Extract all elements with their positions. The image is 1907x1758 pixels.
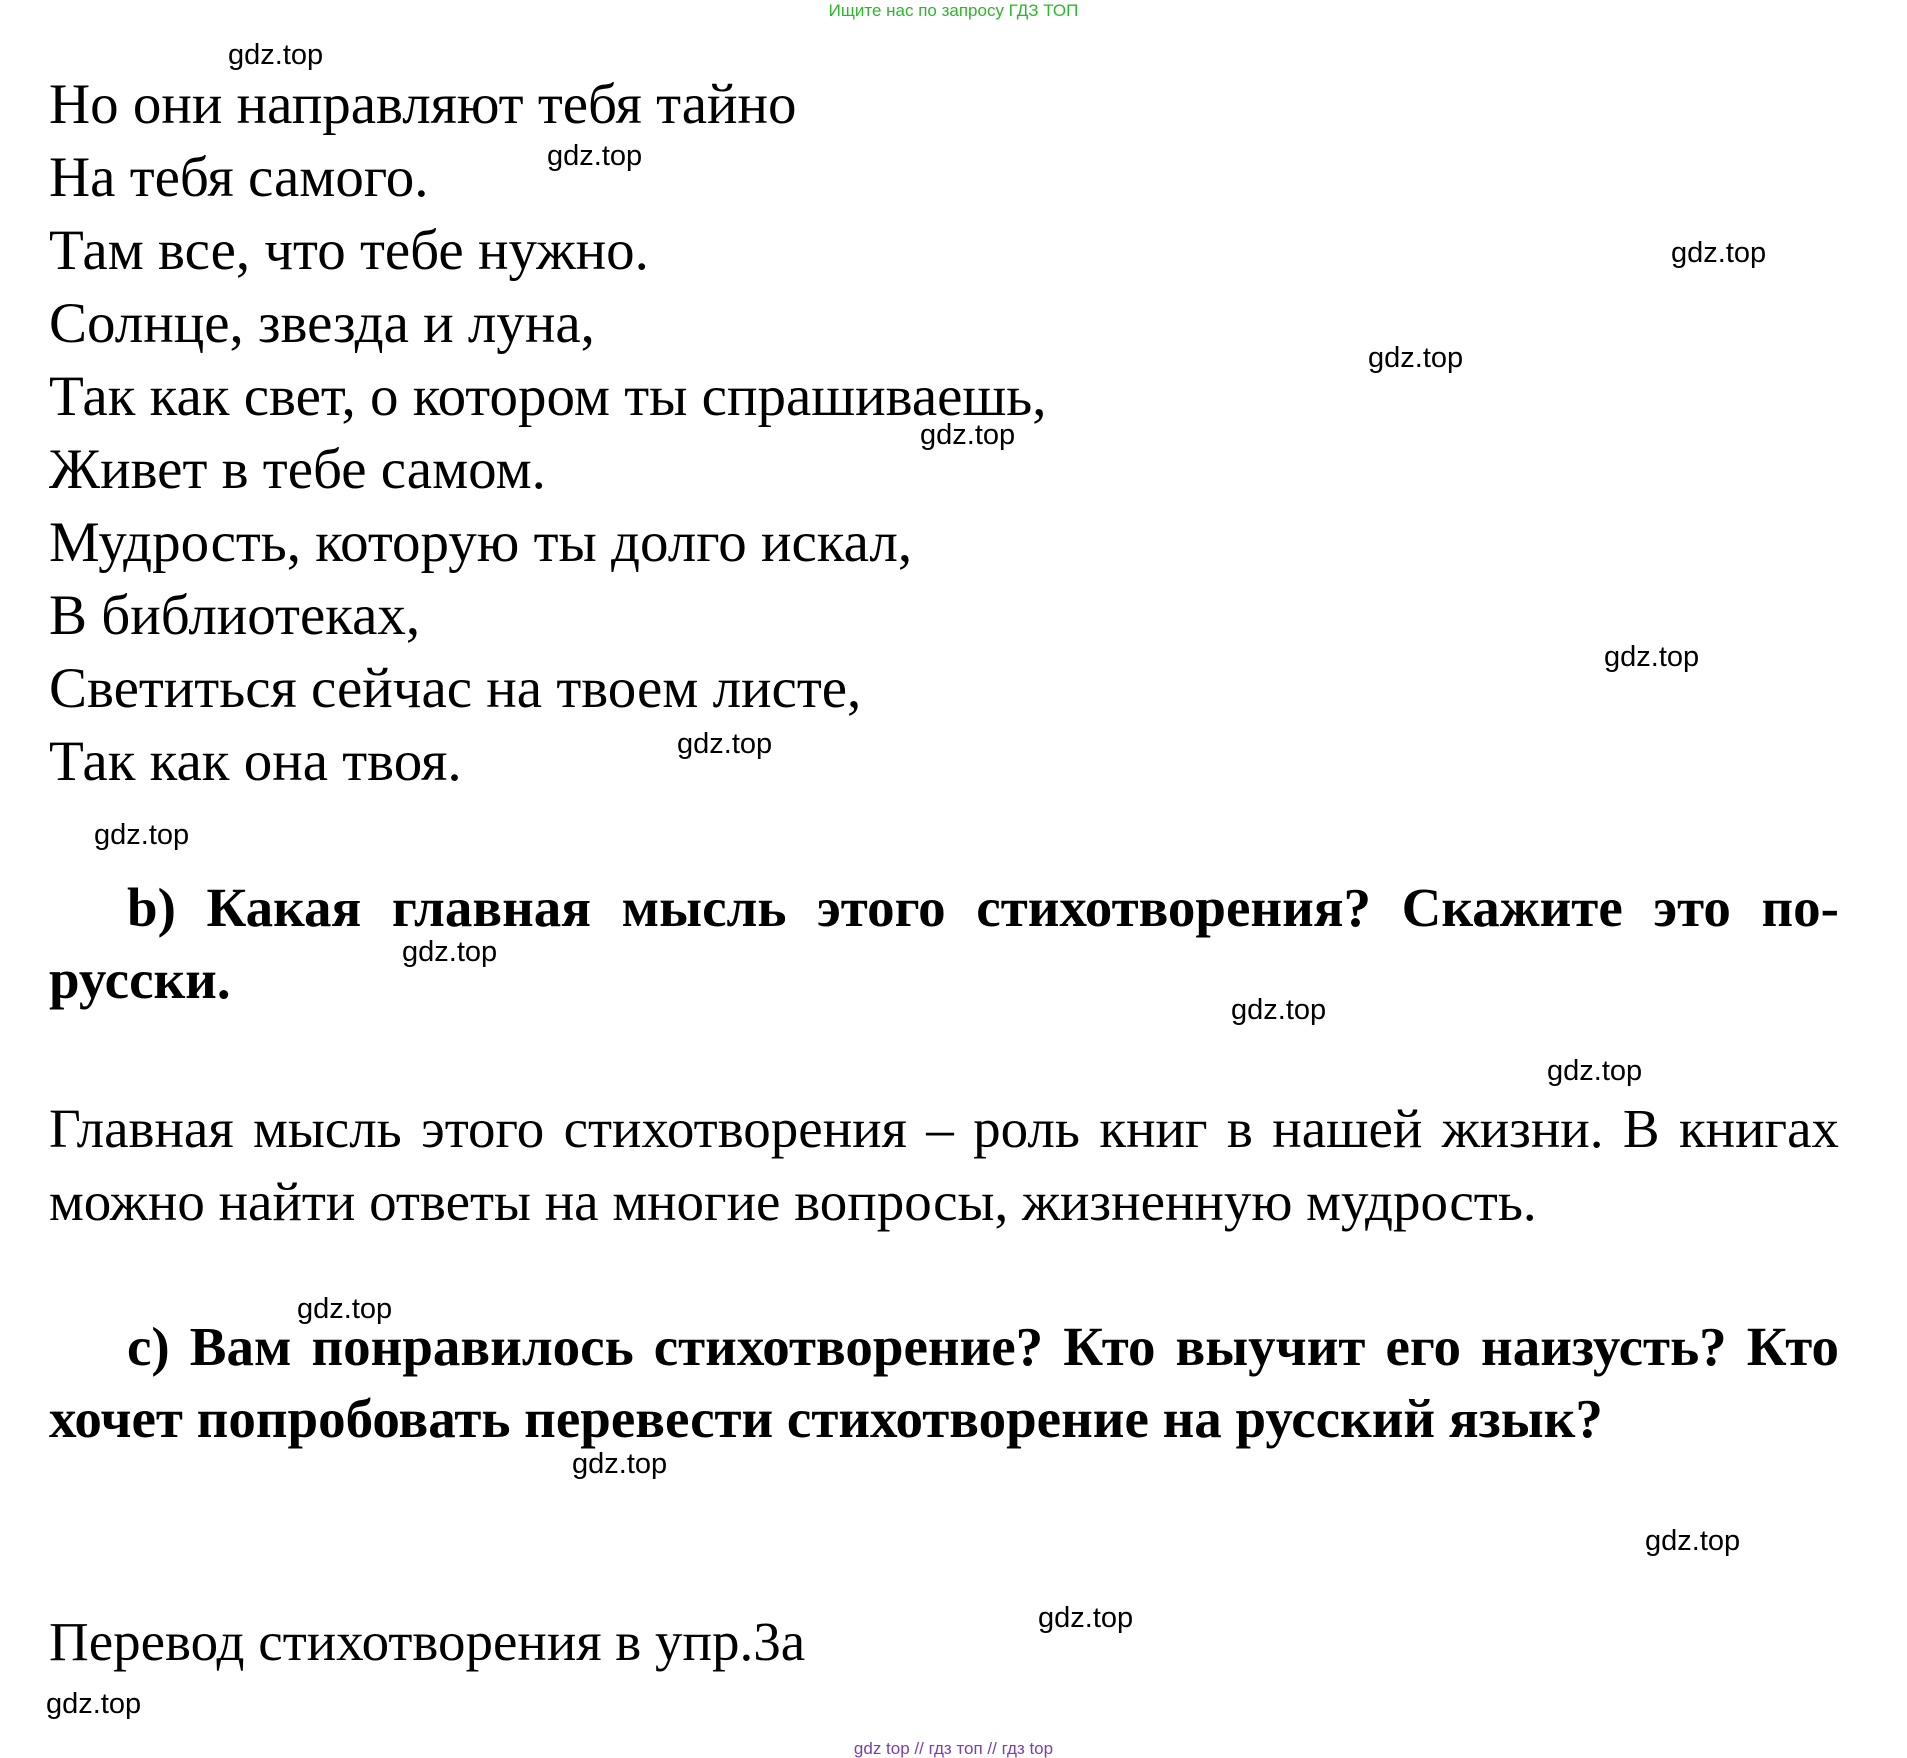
watermark: gdz.top (572, 1448, 668, 1480)
watermark: gdz.top (402, 936, 498, 968)
watermark: gdz.top (1645, 1525, 1741, 1557)
watermark: gdz.top (1604, 641, 1700, 673)
question-c: c) Вам понравилось стихотворение? Кто выучит его наизусть? Кто хочет попробовать перевести стихотворение на русский язык? (49, 1316, 1839, 1449)
watermark: gdz.top (94, 819, 190, 851)
poem-line: На тебя самого. (49, 146, 429, 209)
poem-line: Там все, что тебе нужно. (49, 219, 649, 282)
poem-line: Солнце, звезда и луна, (49, 292, 595, 355)
poem-line: Так как она твоя. (49, 730, 462, 793)
watermark: gdz.top (46, 1688, 142, 1720)
answer-b: Главная мысль этого стихотворения – роль книг в нашей жизни. В книгах можно найти ответы на многие вопросы, жизненную мудрость. (49, 1098, 1839, 1232)
watermark: gdz.top (297, 1293, 393, 1325)
watermark: gdz.top (1368, 342, 1464, 374)
watermark: gdz.top (1038, 1602, 1134, 1634)
watermark: gdz.top (920, 419, 1016, 451)
watermark: gdz.top (677, 728, 773, 760)
answer-c: Перевод стихотворения в упр.3а (49, 1611, 806, 1672)
watermark: gdz.top (1547, 1055, 1643, 1087)
poem-line: Так как свет, о котором ты спрашиваешь, (49, 365, 1047, 428)
poem-line: В библиотеках, (49, 584, 421, 647)
poem-line: Но они направляют тебя тайно (49, 73, 797, 136)
poem-line: Живет в тебе самом. (49, 438, 546, 501)
watermark: gdz.top (547, 140, 643, 172)
watermark: gdz.top (1231, 994, 1327, 1026)
watermark: gdz.top (228, 39, 324, 71)
poem-line: Светиться сейчас на твоем листе, (49, 657, 862, 720)
question-b: b) Какая главная мысль этого стихотворения? Скажите это по-русски. (49, 877, 1839, 1010)
footer: gdz top // гдз топ // гдз top (853, 1739, 1054, 1758)
top-banner: Ищите нас по запросу ГДЗ ТОП (828, 1, 1079, 20)
poem-line: Мудрость, которую ты долго искал, (49, 511, 913, 574)
watermark: gdz.top (1671, 237, 1767, 269)
poem (49, 68, 1047, 798)
